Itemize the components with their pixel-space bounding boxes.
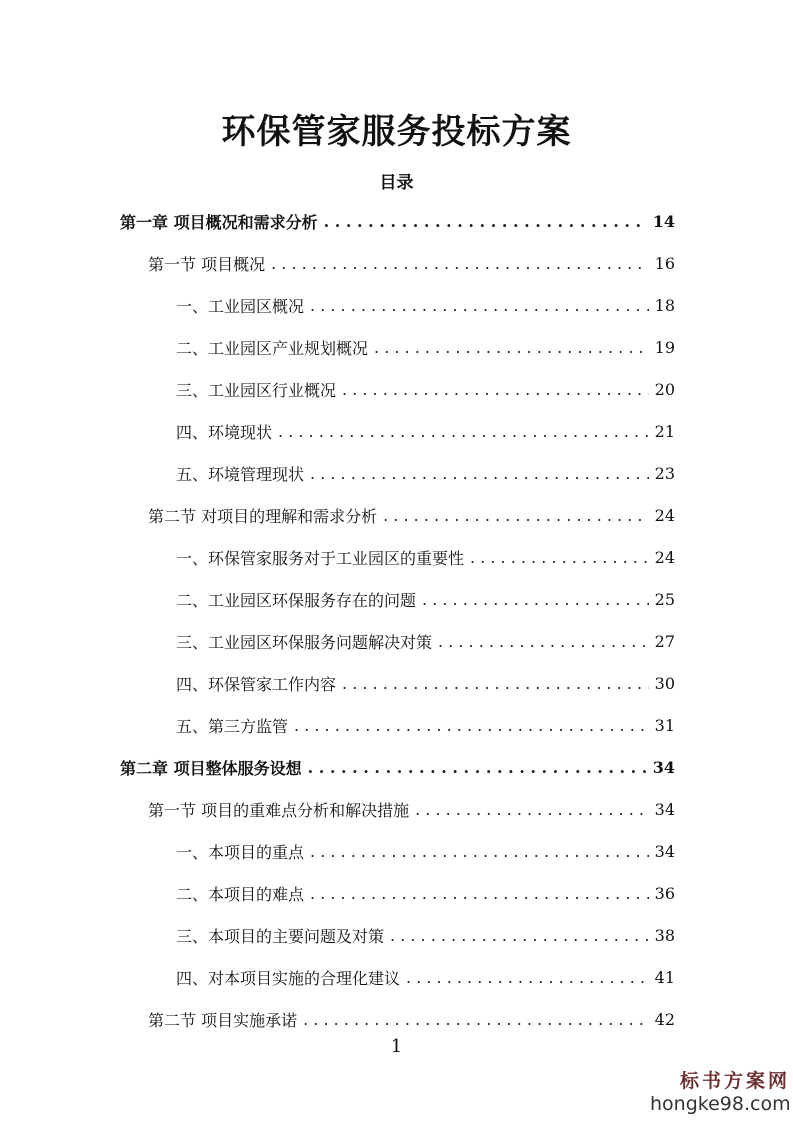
toc-entry-page: 34	[654, 799, 675, 819]
toc-leader-dots	[271, 254, 649, 273]
toc-entry-chapter[interactable]	[120, 746, 675, 788]
toc-leader-dots	[308, 758, 647, 777]
toc-entry-label: 四、环境现状	[176, 422, 273, 442]
site-watermark	[650, 1066, 790, 1115]
toc-entry-label: 二、本项目的难点	[176, 884, 305, 904]
toc-entry-page: 36	[654, 883, 675, 903]
toc-entry-label: 三、本项目的主要问题及对策	[176, 926, 385, 946]
toc-leader-dots	[470, 548, 649, 567]
toc-entry-section[interactable]	[148, 998, 675, 1040]
toc-entry-label: 一、环保管家服务对于工业园区的重要性	[176, 548, 465, 568]
toc-leader-dots	[278, 422, 649, 441]
toc-entry-subsection[interactable]	[176, 536, 675, 578]
toc-entry-label: 一、工业园区概况	[176, 296, 305, 316]
toc-entry-subsection[interactable]	[176, 872, 675, 914]
toc-heading: 目录	[379, 173, 414, 193]
toc-leader-dots	[324, 212, 647, 231]
toc-entry-subsection[interactable]	[176, 620, 675, 662]
toc-entry-subsection[interactable]	[176, 914, 675, 956]
toc-leader-dots	[415, 800, 649, 819]
toc-leader-dots	[422, 590, 649, 609]
toc-leader-dots	[310, 884, 649, 903]
toc-entry-subsection[interactable]	[176, 326, 675, 368]
toc-entry-label: 四、对本项目实施的合理化建议	[176, 968, 401, 988]
toc-leader-dots	[310, 296, 649, 315]
toc-entry-page: 24	[654, 547, 675, 567]
toc-entry-page: 18	[654, 295, 675, 315]
toc-entry-label: 二、工业园区环保服务存在的问题	[176, 590, 417, 610]
toc-entry-section[interactable]	[148, 494, 675, 536]
toc-entry-section[interactable]	[148, 242, 675, 284]
toc-entry-label: 第一节 项目的重难点分析和解决措施	[148, 800, 410, 820]
toc-entry-label: 五、环境管理现状	[176, 464, 305, 484]
toc-entry-label: 一、本项目的重点	[176, 842, 305, 862]
toc-entry-page: 19	[654, 337, 675, 357]
toc-entry-page: 34	[652, 757, 675, 777]
toc-leader-dots	[438, 632, 649, 651]
toc-leader-dots	[406, 968, 649, 987]
toc-entry-label: 二、工业园区产业规划概况	[176, 338, 369, 358]
toc-entry-page: 14	[652, 211, 675, 231]
toc-entry-label: 第一节 项目概况	[148, 254, 266, 274]
toc-entry-page: 31	[654, 715, 675, 735]
toc-entry-page: 34	[654, 841, 675, 861]
toc-entry-page: 27	[654, 631, 675, 651]
document-title: 环保管家服务投标方案	[221, 112, 572, 152]
toc-entry-subsection[interactable]	[176, 410, 675, 452]
page-number: 1	[390, 1036, 403, 1057]
toc-leader-dots	[342, 380, 649, 399]
toc-entry-subsection[interactable]	[176, 368, 675, 410]
toc-entry-subsection[interactable]	[176, 284, 675, 326]
toc-entry-label: 第二章 项目整体服务设想	[120, 758, 302, 778]
toc-leader-dots	[294, 716, 649, 735]
toc-entry-subsection[interactable]	[176, 704, 675, 746]
toc-leader-dots	[303, 1010, 649, 1029]
toc-entry-page: 42	[654, 1009, 675, 1029]
toc-entry-label: 第一章 项目概况和需求分析	[120, 212, 318, 232]
toc-entry-page: 38	[654, 925, 675, 945]
toc-leader-dots	[342, 674, 649, 693]
toc-entry-subsection[interactable]	[176, 830, 675, 872]
toc-leader-dots	[390, 926, 649, 945]
toc-entry-page: 25	[654, 589, 675, 609]
toc-entry-label: 五、第三方监管	[176, 716, 289, 736]
toc-entry-subsection[interactable]	[176, 578, 675, 620]
toc-entry-subsection[interactable]	[176, 452, 675, 494]
toc-entry-label: 第二节 项目实施承诺	[148, 1010, 298, 1030]
toc-entry-section[interactable]	[148, 788, 675, 830]
toc-entry-label: 第二节 对项目的理解和需求分析	[148, 506, 378, 526]
toc-entry-chapter[interactable]	[120, 200, 675, 242]
toc-entry-page: 30	[654, 673, 675, 693]
toc-entry-subsection[interactable]	[176, 956, 675, 998]
toc-entry-label: 三、工业园区环保服务问题解决对策	[176, 632, 433, 652]
watermark-url: hongke98.com	[650, 1093, 791, 1115]
toc-leader-dots	[383, 506, 649, 525]
toc-entry-page: 20	[654, 379, 675, 399]
watermark-site-name: 标书方案网	[679, 1070, 790, 1092]
toc-entry-subsection[interactable]	[176, 662, 675, 704]
toc-leader-dots	[374, 338, 649, 357]
toc-entry-page: 23	[654, 463, 675, 483]
toc-entry-page: 41	[654, 967, 675, 987]
toc-entry-page: 24	[654, 505, 675, 525]
toc-entry-page: 21	[654, 421, 675, 441]
toc-entry-page: 16	[654, 253, 675, 273]
toc-leader-dots	[310, 842, 649, 861]
toc-entry-label: 四、环保管家工作内容	[176, 674, 337, 694]
toc-entry-label: 三、工业园区行业概况	[176, 380, 337, 400]
toc-leader-dots	[310, 464, 649, 483]
